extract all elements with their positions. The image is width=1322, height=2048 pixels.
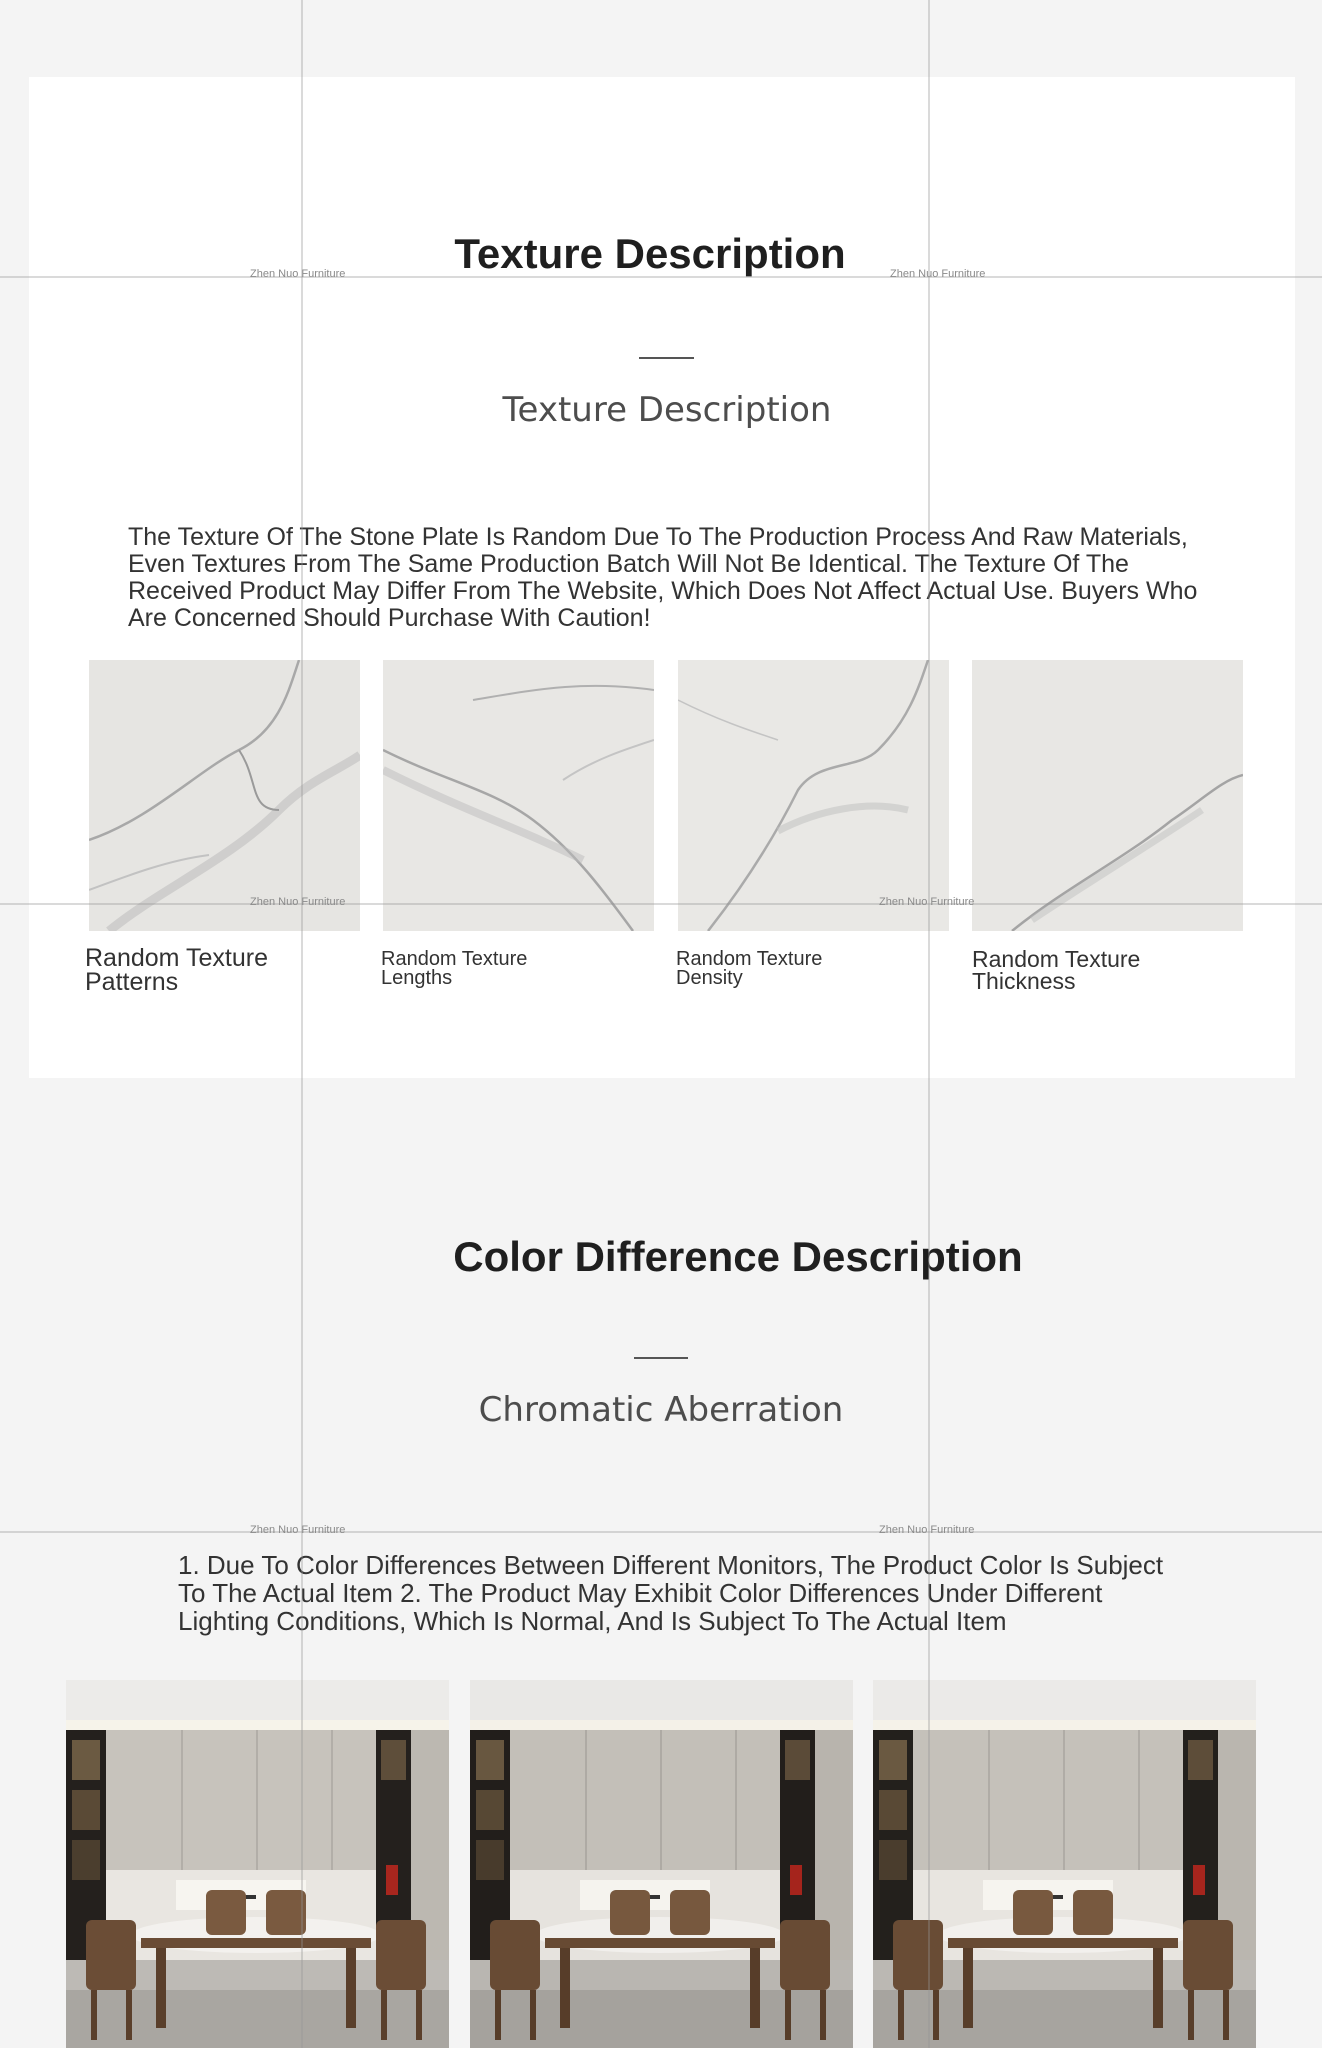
texture-swatch-density bbox=[678, 660, 949, 931]
dining-room-image-2 bbox=[470, 1680, 853, 2048]
watermark-text: Zhen Nuo Furniture bbox=[250, 896, 346, 908]
watermark-line-vertical bbox=[301, 0, 303, 2048]
texture-divider bbox=[639, 357, 694, 359]
watermark-line-horizontal bbox=[0, 1531, 1322, 1533]
watermark-text: Zhen Nuo Furniture bbox=[250, 1524, 346, 1536]
watermark-text: Zhen Nuo Furniture bbox=[879, 1524, 975, 1536]
watermark-text: Zhen Nuo Furniture bbox=[250, 268, 346, 280]
color-divider bbox=[634, 1357, 688, 1359]
texture-title: Texture Description bbox=[454, 230, 846, 277]
marble-texture-image bbox=[678, 660, 949, 931]
watermark-text: Zhen Nuo Furniture bbox=[879, 896, 975, 908]
marble-texture-image bbox=[383, 660, 654, 931]
watermark-line-horizontal bbox=[0, 903, 1322, 905]
watermark-line-vertical bbox=[928, 0, 930, 2048]
dining-room-image-1 bbox=[66, 1680, 449, 2048]
marble-texture-image bbox=[89, 660, 360, 931]
color-description: 1. Due To Color Differences Between Different Monitors, The Product Color Is Subject To The Actual Item 2. The Product May Exhibit Color Differences Under Different Lighting Conditions, Which Is Normal, And Is Subject To The Actual Item bbox=[178, 1550, 1164, 1637]
dining-room-photo bbox=[66, 1680, 449, 2048]
texture-label-patterns: Random Texture Patterns bbox=[85, 944, 268, 996]
texture-label-density: Random Texture Density bbox=[676, 948, 823, 989]
texture-label-lengths: Random Texture Lengths bbox=[381, 948, 528, 989]
dining-room-image-3 bbox=[873, 1680, 1256, 2048]
texture-swatch-lengths bbox=[383, 660, 654, 931]
color-subtitle: Chromatic Aberration bbox=[478, 1390, 844, 1430]
watermark-text: Zhen Nuo Furniture bbox=[890, 268, 986, 280]
dining-room-photo bbox=[873, 1680, 1256, 2048]
texture-swatch-patterns bbox=[89, 660, 360, 931]
texture-swatch-thickness bbox=[972, 660, 1243, 931]
color-title: Color Difference Description bbox=[453, 1233, 1023, 1280]
texture-label-thickness: Random Texture Thickness bbox=[972, 946, 1141, 994]
texture-subtitle: Texture Description bbox=[502, 390, 832, 430]
marble-texture-image bbox=[972, 660, 1243, 931]
dining-room-photo bbox=[470, 1680, 853, 2048]
texture-description: The Texture Of The Stone Plate Is Random Due To The Production Process And Raw Materials, Even Textures From The Same Production Batch Will Not Be Identical. The Texture Of The Received Product May Differ From The Website, Which Does Not Affect Actual Use. Buyers Who Are Concerned Should Purchase With Caution! bbox=[128, 523, 1198, 632]
watermark-line-horizontal bbox=[0, 276, 1322, 278]
